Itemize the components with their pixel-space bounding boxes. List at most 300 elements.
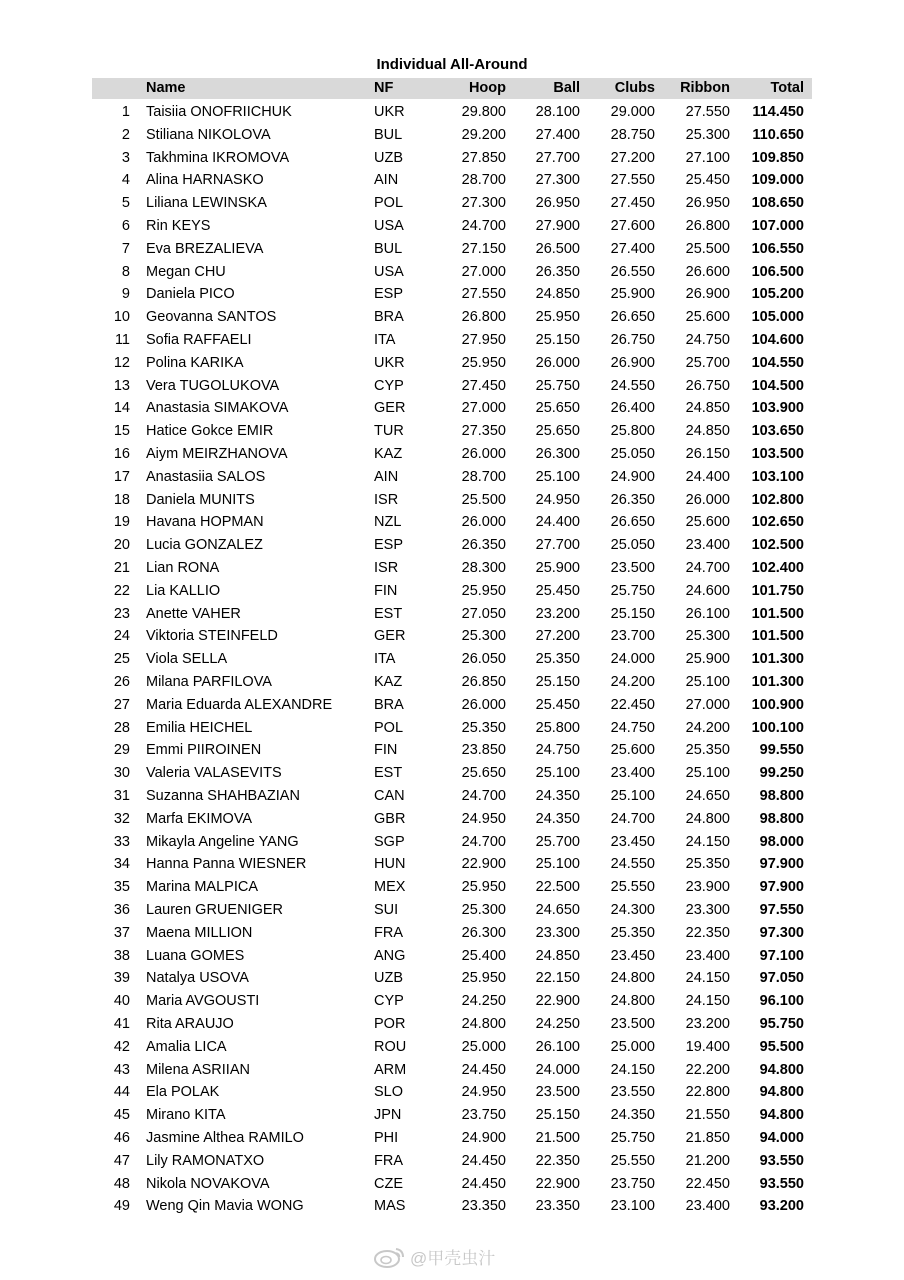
- cell-ribbon: 25.300: [685, 126, 730, 143]
- cell-ball: 25.800: [535, 719, 580, 736]
- cell-ribbon: 23.300: [685, 902, 730, 918]
- table-row: [0, 490, 904, 513]
- cell-rank: 49: [113, 1198, 130, 1215]
- cell-rank: 28: [113, 719, 130, 736]
- cell-nf: BRA: [374, 696, 404, 713]
- cell-total: 101.300: [751, 674, 804, 690]
- cell-rank: 6: [121, 218, 130, 234]
- cell-name: Rin KEYS: [146, 218, 211, 234]
- cell-clubs: 27.200: [610, 149, 655, 166]
- cell-ball: 27.900: [535, 218, 580, 234]
- cell-total: 100.900: [751, 696, 804, 713]
- table-row: [0, 1014, 904, 1037]
- cell-clubs: 23.500: [610, 1016, 655, 1032]
- cell-nf: MEX: [374, 879, 406, 896]
- cell-total: 97.050: [759, 970, 804, 987]
- cell-nf: ITA: [374, 651, 396, 668]
- cell-name: Anette VAHER: [146, 605, 241, 622]
- cell-rank: 39: [113, 970, 130, 987]
- cell-ribbon: 26.100: [685, 605, 730, 622]
- cell-name: Emmi PIIROINEN: [146, 742, 262, 759]
- table-row: [0, 353, 904, 376]
- cell-ribbon: 25.700: [685, 354, 730, 371]
- cell-clubs: 26.650: [610, 309, 655, 326]
- cell-rank: 35: [113, 879, 130, 896]
- cell-rank: 45: [113, 1107, 130, 1124]
- cell-clubs: 23.700: [610, 628, 655, 645]
- cell-total: 103.650: [751, 423, 804, 440]
- cell-clubs: 25.600: [610, 742, 655, 759]
- cell-ball: 22.900: [535, 993, 580, 1010]
- cell-name: Geovanna SANTOS: [146, 309, 277, 326]
- cell-nf: ESP: [374, 537, 404, 554]
- cell-total: 93.550: [759, 1175, 804, 1192]
- table-row: [0, 1060, 904, 1083]
- cell-hoop: 27.350: [461, 423, 506, 440]
- cell-ball: 28.100: [535, 104, 580, 120]
- cell-total: 94.000: [759, 1130, 804, 1146]
- cell-ball: 25.950: [535, 309, 580, 326]
- cell-hoop: 27.850: [461, 149, 506, 166]
- cell-rank: 20: [113, 537, 130, 554]
- cell-ribbon: 25.100: [685, 674, 730, 690]
- cell-clubs: 24.350: [610, 1107, 655, 1124]
- cell-clubs: 23.100: [610, 1198, 655, 1215]
- cell-ball: 24.250: [535, 1016, 580, 1032]
- cell-total: 101.300: [751, 651, 804, 668]
- table-row: [0, 125, 904, 148]
- cell-ribbon: 27.000: [685, 696, 730, 713]
- cell-hoop: 24.700: [461, 833, 506, 850]
- cell-rank: 27: [113, 696, 130, 713]
- cell-name: Liliana LEWINSKA: [146, 195, 267, 212]
- cell-name: Sofia RAFFAELI: [146, 332, 252, 348]
- column-header-ball: Ball: [553, 80, 580, 96]
- table-row: [0, 946, 904, 969]
- cell-nf: MAS: [374, 1198, 406, 1215]
- cell-name: Alina HARNASKO: [146, 172, 264, 189]
- cell-hoop: 25.350: [461, 719, 506, 736]
- watermark: [372, 1244, 495, 1269]
- cell-hoop: 25.950: [461, 582, 506, 599]
- cell-ribbon: 25.600: [685, 309, 730, 326]
- cell-nf: FRA: [374, 924, 403, 941]
- cell-name: Milana PARFILOVA: [146, 674, 272, 690]
- cell-name: Marfa EKIMOVA: [146, 810, 253, 827]
- cell-nf: ROU: [374, 1038, 407, 1055]
- cell-name: Valeria VALASEVITS: [146, 765, 282, 782]
- table-row: [0, 649, 904, 672]
- cell-clubs: 26.750: [610, 332, 655, 348]
- cell-ball: 27.200: [535, 628, 580, 645]
- table-row: [0, 558, 904, 581]
- cell-clubs: 23.550: [610, 1084, 655, 1101]
- table-row: [0, 1037, 904, 1060]
- cell-ball: 26.000: [535, 354, 580, 371]
- cell-clubs: 23.450: [610, 947, 655, 964]
- cell-nf: UKR: [374, 354, 405, 371]
- cell-ball: 25.650: [535, 423, 580, 440]
- cell-clubs: 25.750: [610, 582, 655, 599]
- cell-ball: 22.900: [535, 1175, 580, 1192]
- cell-name: Daniela PICO: [146, 286, 235, 303]
- cell-nf: GBR: [374, 810, 406, 827]
- cell-total: 99.250: [759, 765, 804, 782]
- cell-name: Natalya USOVA: [146, 970, 249, 987]
- cell-ball: 27.700: [535, 537, 580, 554]
- weibo-logo-icon: [372, 1246, 406, 1268]
- cell-ribbon: 24.850: [685, 400, 730, 417]
- cell-ball: 23.350: [535, 1198, 580, 1215]
- cell-hoop: 24.950: [461, 810, 506, 827]
- cell-nf: USA: [374, 218, 404, 234]
- cell-total: 102.400: [751, 560, 804, 576]
- cell-ribbon: 24.750: [685, 332, 730, 348]
- cell-clubs: 24.550: [610, 856, 655, 873]
- table-row: [0, 1174, 904, 1197]
- table-row: [0, 262, 904, 285]
- cell-ball: 25.900: [535, 560, 580, 576]
- cell-total: 97.300: [759, 924, 804, 941]
- cell-rank: 29: [113, 742, 130, 759]
- cell-nf: NZL: [374, 514, 402, 531]
- cell-nf: JPN: [374, 1107, 402, 1124]
- cell-ribbon: 27.550: [685, 104, 730, 120]
- header-labels: [0, 78, 904, 99]
- cell-clubs: 26.650: [610, 514, 655, 531]
- cell-name: Polina KARIKA: [146, 354, 244, 371]
- cell-nf: POL: [374, 195, 404, 212]
- cell-ball: 22.500: [535, 879, 580, 896]
- cell-ball: 24.750: [535, 742, 580, 759]
- cell-clubs: 27.600: [610, 218, 655, 234]
- cell-clubs: 25.050: [610, 537, 655, 554]
- cell-hoop: 26.850: [461, 674, 506, 690]
- cell-ribbon: 25.350: [685, 742, 730, 759]
- cell-nf: KAZ: [374, 446, 403, 462]
- cell-hoop: 24.950: [461, 1084, 506, 1101]
- cell-ribbon: 21.850: [685, 1130, 730, 1146]
- cell-rank: 13: [113, 377, 130, 394]
- table-row: [0, 786, 904, 809]
- cell-total: 101.500: [751, 605, 804, 622]
- table-row: [0, 718, 904, 741]
- table-row: [0, 672, 904, 695]
- cell-name: Weng Qin Mavia WONG: [146, 1198, 304, 1215]
- cell-nf: ISR: [374, 560, 399, 576]
- cell-ribbon: 23.400: [685, 947, 730, 964]
- cell-rank: 22: [113, 582, 130, 599]
- table-row: [0, 809, 904, 832]
- cell-nf: POR: [374, 1016, 406, 1032]
- cell-name: Anastasia SIMAKOVA: [146, 400, 289, 417]
- table-row: [0, 832, 904, 855]
- cell-name: Daniela MUNITS: [146, 491, 255, 508]
- cell-ball: 25.100: [535, 856, 580, 873]
- cell-rank: 46: [113, 1130, 130, 1146]
- cell-rank: 42: [113, 1038, 130, 1055]
- cell-rank: 41: [113, 1016, 130, 1032]
- cell-rank: 15: [113, 423, 130, 440]
- cell-total: 109.850: [751, 149, 804, 166]
- cell-hoop: 26.300: [461, 924, 506, 941]
- cell-name: Marina MALPICA: [146, 879, 259, 896]
- cell-name: Aiym MEIRZHANOVA: [146, 446, 288, 462]
- table-row: [0, 376, 904, 399]
- cell-name: Stiliana NIKOLOVA: [146, 126, 271, 143]
- table-row: [0, 307, 904, 330]
- column-header-ribbon: Ribbon: [680, 80, 730, 96]
- cell-nf: SLO: [374, 1084, 404, 1101]
- cell-ribbon: 24.200: [685, 719, 730, 736]
- cell-name: Maena MILLION: [146, 924, 253, 941]
- table-row: [0, 854, 904, 877]
- table-row: [0, 1105, 904, 1128]
- cell-hoop: 28.700: [461, 172, 506, 189]
- cell-total: 102.650: [751, 514, 804, 531]
- cell-hoop: 27.150: [461, 240, 506, 257]
- cell-hoop: 28.700: [461, 468, 506, 485]
- cell-total: 94.800: [759, 1107, 804, 1124]
- cell-clubs: 24.200: [610, 674, 655, 690]
- cell-clubs: 24.800: [610, 993, 655, 1010]
- table-row: [0, 581, 904, 604]
- cell-hoop: 24.900: [461, 1130, 506, 1146]
- cell-ball: 27.700: [535, 149, 580, 166]
- cell-ball: 26.500: [535, 240, 580, 257]
- column-header-hoop: Hoop: [468, 80, 506, 96]
- cell-rank: 40: [113, 993, 130, 1010]
- cell-nf: FRA: [374, 1152, 403, 1169]
- cell-total: 104.550: [751, 354, 804, 371]
- table-row: [0, 284, 904, 307]
- cell-total: 114.450: [752, 104, 804, 120]
- cell-hoop: 25.300: [461, 902, 506, 918]
- cell-clubs: 25.150: [610, 605, 655, 622]
- cell-ribbon: 25.450: [685, 172, 730, 189]
- cell-total: 103.100: [751, 468, 804, 485]
- cell-rank: 4: [121, 172, 130, 189]
- cell-name: Amalia LICA: [146, 1038, 227, 1055]
- table-row: [0, 763, 904, 786]
- cell-clubs: 25.750: [610, 1130, 655, 1146]
- cell-hoop: 26.800: [461, 309, 506, 326]
- cell-hoop: 24.450: [461, 1175, 506, 1192]
- table-row: [0, 512, 904, 535]
- table-row: [0, 1196, 904, 1219]
- cell-clubs: 27.400: [610, 240, 655, 257]
- cell-nf: ESP: [374, 286, 404, 303]
- cell-nf: UKR: [374, 104, 405, 120]
- cell-nf: ISR: [374, 491, 399, 508]
- cell-ribbon: 24.150: [685, 993, 730, 1010]
- cell-clubs: 26.550: [610, 263, 655, 280]
- cell-ball: 24.350: [535, 810, 580, 827]
- cell-ribbon: 19.400: [685, 1038, 730, 1055]
- cell-hoop: 24.450: [461, 1061, 506, 1078]
- table-row: [0, 604, 904, 627]
- cell-ball: 27.300: [535, 172, 580, 189]
- cell-ball: 24.000: [535, 1061, 580, 1078]
- cell-ribbon: 23.400: [685, 1198, 730, 1215]
- cell-clubs: 27.550: [610, 172, 655, 189]
- cell-ribbon: 26.800: [685, 218, 730, 234]
- cell-ball: 25.350: [535, 651, 580, 668]
- table-row: [0, 330, 904, 353]
- cell-ball: 26.950: [535, 195, 580, 212]
- cell-ball: 24.850: [535, 286, 580, 303]
- cell-nf: GER: [374, 628, 406, 645]
- cell-ball: 25.450: [535, 582, 580, 599]
- cell-ribbon: 26.600: [685, 263, 730, 280]
- cell-hoop: 23.750: [461, 1107, 506, 1124]
- cell-ball: 25.150: [535, 674, 580, 690]
- cell-total: 93.200: [759, 1198, 804, 1215]
- cell-rank: 30: [113, 765, 130, 782]
- table-row: [0, 467, 904, 490]
- cell-rank: 14: [113, 400, 130, 417]
- cell-rank: 9: [121, 286, 130, 303]
- cell-name: Nikola NOVAKOVA: [146, 1175, 270, 1192]
- cell-total: 93.550: [759, 1152, 804, 1169]
- cell-ribbon: 26.950: [685, 195, 730, 212]
- cell-hoop: 25.400: [461, 947, 506, 964]
- cell-ball: 26.300: [535, 446, 580, 462]
- cell-total: 101.500: [751, 628, 804, 645]
- cell-rank: 3: [121, 149, 130, 166]
- cell-hoop: 24.800: [461, 1016, 506, 1032]
- cell-ball: 25.750: [535, 377, 580, 394]
- table-row: [0, 1082, 904, 1105]
- cell-name: Mirano KITA: [146, 1107, 226, 1124]
- cell-total: 109.000: [751, 172, 804, 189]
- cell-nf: BRA: [374, 309, 404, 326]
- table-row: [0, 148, 904, 171]
- cell-rank: 17: [113, 468, 130, 485]
- cell-rank: 1: [121, 104, 130, 120]
- cell-hoop: 27.950: [461, 332, 506, 348]
- cell-clubs: 26.900: [610, 354, 655, 371]
- cell-nf: ITA: [374, 332, 396, 348]
- cell-clubs: 24.750: [610, 719, 655, 736]
- cell-rank: 26: [113, 674, 130, 690]
- cell-total: 101.750: [751, 582, 804, 599]
- cell-name: Hanna Panna WIESNER: [146, 856, 307, 873]
- cell-nf: CYP: [374, 377, 404, 394]
- cell-ribbon: 24.150: [685, 970, 730, 987]
- cell-total: 105.000: [751, 309, 804, 326]
- cell-total: 94.800: [759, 1061, 804, 1078]
- cell-clubs: 24.900: [610, 468, 655, 485]
- cell-rank: 12: [113, 354, 130, 371]
- table-row: [0, 193, 904, 216]
- cell-hoop: 27.550: [461, 286, 506, 303]
- cell-total: 106.550: [751, 240, 804, 257]
- cell-ball: 23.500: [535, 1084, 580, 1101]
- table-row: [0, 444, 904, 467]
- cell-hoop: 23.850: [461, 742, 506, 759]
- cell-rank: 19: [113, 514, 130, 531]
- cell-name: Luana GOMES: [146, 947, 245, 964]
- cell-rank: 32: [113, 810, 130, 827]
- cell-ball: 25.700: [535, 833, 580, 850]
- cell-ball: 24.350: [535, 788, 580, 804]
- cell-rank: 2: [121, 126, 130, 143]
- cell-name: Ela POLAK: [146, 1084, 220, 1101]
- cell-ball: 23.300: [535, 924, 580, 941]
- cell-clubs: 26.400: [610, 400, 655, 417]
- cell-name: Rita ARAUJO: [146, 1016, 234, 1032]
- cell-nf: TUR: [374, 423, 404, 440]
- cell-name: Maria Eduarda ALEXANDRE: [146, 696, 333, 713]
- cell-hoop: 24.250: [461, 993, 506, 1010]
- table-row: [0, 968, 904, 991]
- cell-rank: 34: [113, 856, 130, 873]
- cell-nf: UZB: [374, 970, 403, 987]
- cell-clubs: 24.300: [610, 902, 655, 918]
- cell-hoop: 25.500: [461, 491, 506, 508]
- column-header-nf: NF: [374, 80, 394, 96]
- cell-clubs: 25.350: [610, 924, 655, 941]
- cell-nf: AIN: [374, 468, 399, 485]
- cell-clubs: 29.000: [610, 104, 655, 120]
- cell-name: Maria AVGOUSTI: [146, 993, 260, 1010]
- cell-hoop: 27.450: [461, 377, 506, 394]
- cell-nf: EST: [374, 605, 403, 622]
- cell-name: Eva BREZALIEVA: [146, 240, 264, 257]
- table-row: [0, 1151, 904, 1174]
- cell-clubs: 24.550: [610, 377, 655, 394]
- cell-rank: 43: [113, 1061, 130, 1078]
- cell-ball: 26.350: [535, 263, 580, 280]
- cell-nf: CYP: [374, 993, 404, 1010]
- cell-total: 110.650: [752, 126, 804, 143]
- cell-rank: 24: [113, 628, 130, 645]
- cell-hoop: 24.700: [461, 218, 506, 234]
- cell-clubs: 25.000: [610, 1038, 655, 1055]
- cell-total: 105.200: [751, 286, 804, 303]
- cell-total: 98.800: [759, 810, 804, 827]
- cell-total: 106.500: [751, 263, 804, 280]
- cell-name: Mikayla Angeline YANG: [146, 833, 299, 850]
- cell-hoop: 24.450: [461, 1152, 506, 1169]
- cell-total: 97.100: [759, 947, 804, 964]
- cell-name: Emilia HEICHEL: [146, 719, 253, 736]
- cell-clubs: 24.150: [610, 1061, 655, 1078]
- cell-hoop: 27.000: [461, 263, 506, 280]
- cell-total: 95.500: [759, 1038, 804, 1055]
- cell-ribbon: 22.450: [685, 1175, 730, 1192]
- cell-nf: BUL: [374, 126, 403, 143]
- cell-nf: CZE: [374, 1175, 403, 1192]
- cell-rank: 37: [113, 924, 130, 941]
- cell-hoop: 27.050: [461, 605, 506, 622]
- cell-total: 96.100: [759, 993, 804, 1010]
- cell-total: 102.800: [751, 491, 804, 508]
- cell-ball: 25.150: [535, 1107, 580, 1124]
- cell-total: 97.900: [759, 879, 804, 896]
- cell-nf: AIN: [374, 172, 399, 189]
- cell-rank: 18: [113, 491, 130, 508]
- cell-ribbon: 26.750: [685, 377, 730, 394]
- cell-total: 104.600: [751, 332, 804, 348]
- cell-ball: 26.100: [535, 1038, 580, 1055]
- cell-name: Viktoria STEINFELD: [146, 628, 278, 645]
- table-row: [0, 102, 904, 125]
- cell-nf: GER: [374, 400, 406, 417]
- table-row: [0, 900, 904, 923]
- cell-clubs: 27.450: [610, 195, 655, 212]
